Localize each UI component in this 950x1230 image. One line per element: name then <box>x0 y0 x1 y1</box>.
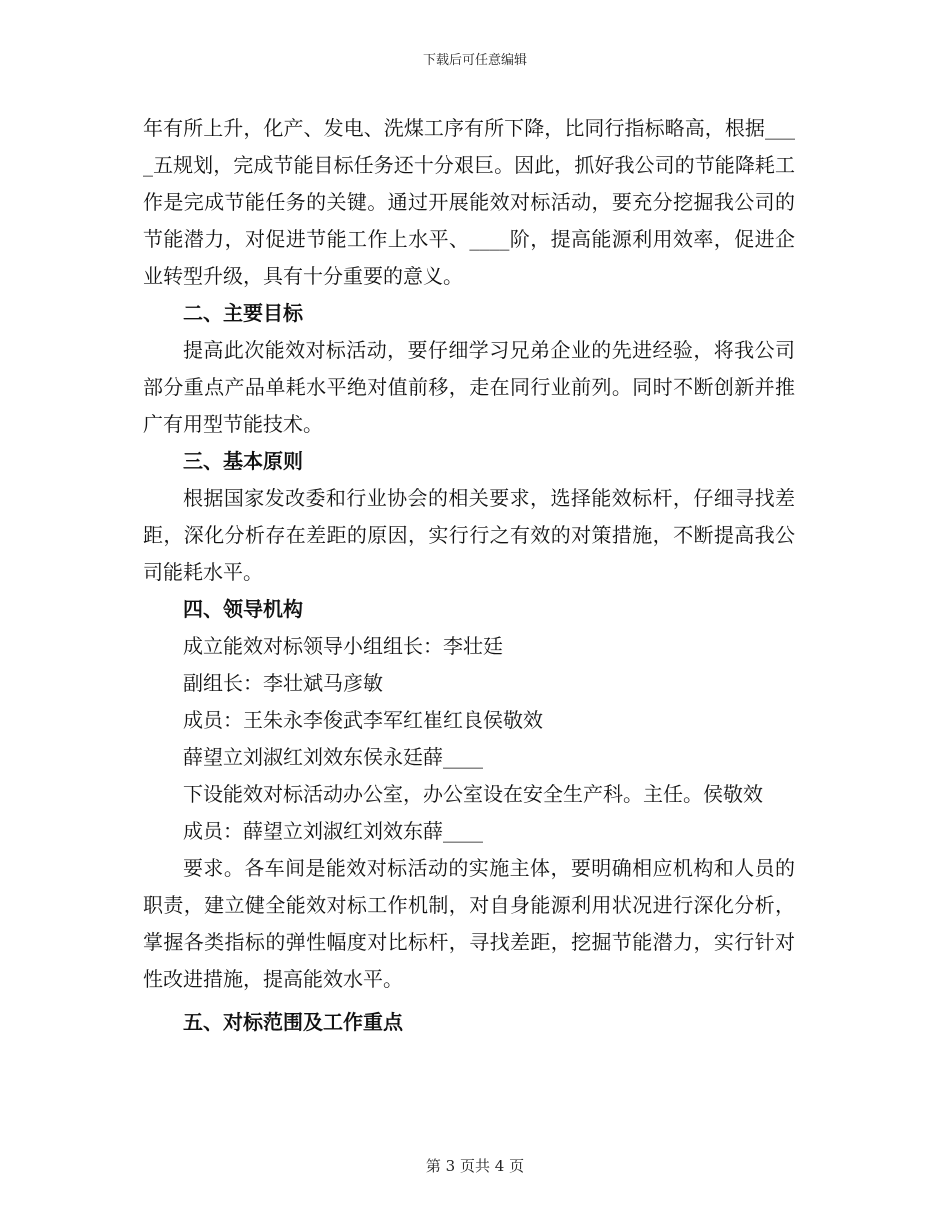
section-heading-goals: 二、主要目标 <box>183 301 303 325</box>
requirements-paragraph: 要求。各车间是能效对标活动的实施主体，要明确相应机构和人员的职责，建立健全能效对标工作机制，对自身能源利用状况进行深化分析，掌握各类指标的弹性幅度对比标杆，寻找差距，挖掘节能潜力，实行针对性改进措施，提高能效水平。 <box>143 856 795 991</box>
principles-paragraph: 根据国家发改委和行业协会的相关要求，选择能效标杆，仔细寻找差距，深化分析存在差距的原因，实行行之有效的对策措施，不断提高我公司能耗水平。 <box>143 486 795 584</box>
leadership-line-members-cont: 薛望立刘淑红刘效东侯永廷薛____ <box>183 745 483 769</box>
leadership-line-deputy: 副组长：李壮斌马彦敏 <box>183 671 383 695</box>
goals-paragraph: 提高此次能效对标活动，要仔细学习兄弟企业的先进经验，将我公司部分重点产品单耗水平绝对值前移，走在同行业前列。同时不断创新并推广有用型节能技术。 <box>143 338 795 436</box>
page-header: 下载后可任意编辑 <box>422 53 527 68</box>
leadership-line-office: 下设能效对标活动办公室，办公室设在安全生产科。主任。侯敬效 <box>183 782 763 806</box>
document-body <box>143 110 795 1041</box>
section-heading-principles: 三、基本原则 <box>183 449 303 473</box>
section-heading-leadership: 四、领导机构 <box>183 597 303 621</box>
leadership-line-office-members: 成员：薛望立刘淑红刘效东薛____ <box>183 819 483 843</box>
intro-paragraph: 年有所上升，化产、发电、洗煤工序有所下降，比同行指标略高，根据____五规划，完成节能目标任务还十分艰巨。因此，抓好我公司的节能降耗工作是完成节能任务的关键。通过开展能效对标活动，要充分挖掘我公司的节能潜力，对促进节能工作上水平、____阶，提高能源利用效率，促进企业转型升级，具有十分重要的意义。 <box>143 116 795 288</box>
leadership-line-leader: 成立能效对标领导小组组长：李壮廷 <box>183 634 503 658</box>
section-heading-scope: 五、对标范围及工作重点 <box>183 1010 403 1034</box>
page-footer: 第 3 页共 4 页 <box>425 1157 525 1175</box>
leadership-line-members: 成员：王朱永李俊武李军红崔红良侯敬效 <box>183 708 543 732</box>
